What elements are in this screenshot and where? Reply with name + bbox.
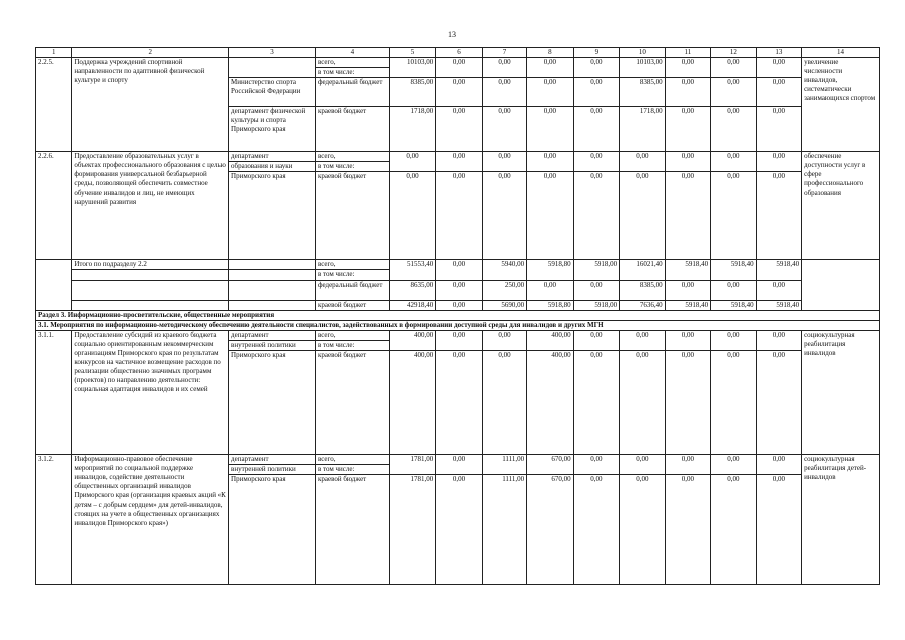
section-title: Раздел 3. Информационно-просветительские, общественные мероприятия bbox=[36, 310, 880, 320]
col-header: 11 bbox=[665, 48, 710, 58]
cell-value: 1781,00 bbox=[389, 475, 435, 585]
expected-result bbox=[802, 260, 880, 310]
executor: Приморского края bbox=[229, 172, 316, 260]
executor bbox=[229, 270, 316, 280]
row-label: всего, bbox=[315, 58, 389, 68]
row-label: краевой бюджет bbox=[315, 475, 389, 585]
cell-value: 0,00 bbox=[573, 172, 619, 260]
cell-value: 670,00 bbox=[527, 475, 573, 585]
col-header: 7 bbox=[482, 48, 526, 58]
cell-value: 5690,00 bbox=[482, 300, 526, 310]
item-number bbox=[36, 260, 72, 310]
cell-value: 1718,00 bbox=[620, 107, 665, 152]
cell-value: 0,00 bbox=[573, 107, 619, 152]
cell-value: 0,00 bbox=[756, 58, 801, 78]
header-row bbox=[36, 48, 880, 58]
cell-value: 0,00 bbox=[711, 58, 756, 78]
executor: департамент bbox=[229, 152, 316, 162]
cell-value: 0,00 bbox=[527, 280, 573, 300]
cell-value: 0,00 bbox=[436, 172, 482, 260]
cell-value: 0,00 bbox=[527, 78, 573, 107]
cell-value: 8385,00 bbox=[389, 78, 435, 107]
cell-value: 5918,40 bbox=[756, 300, 801, 310]
executor: Приморского края bbox=[229, 475, 316, 585]
cell-value: 0,00 bbox=[665, 330, 710, 350]
cell-value: 0,00 bbox=[665, 172, 710, 260]
executor: внутренней политики bbox=[229, 340, 316, 350]
cell-value: 10103,00 bbox=[389, 58, 435, 78]
item-number: 2.2.6. bbox=[36, 152, 72, 260]
col-header: 6 bbox=[436, 48, 482, 58]
item-number: 2.2.5. bbox=[36, 58, 72, 152]
table-row bbox=[36, 152, 880, 162]
executor bbox=[229, 58, 316, 78]
cell-value: 0,00 bbox=[389, 152, 435, 172]
cell-value: 0,00 bbox=[482, 107, 526, 152]
empty-cell bbox=[72, 300, 229, 310]
row-label: всего, bbox=[315, 260, 389, 270]
cell-value: 0,00 bbox=[756, 172, 801, 260]
cell-value: 5918,40 bbox=[711, 300, 756, 310]
cell-value: 0,00 bbox=[389, 172, 435, 260]
col-header: 12 bbox=[711, 48, 756, 58]
cell-value: 0,00 bbox=[436, 78, 482, 107]
cell-value: 0,00 bbox=[436, 152, 482, 172]
cell-value: 0,00 bbox=[620, 351, 665, 455]
cell-value: 0,00 bbox=[482, 351, 526, 455]
cell-value: 400,00 bbox=[389, 351, 435, 455]
cell-value: 0,00 bbox=[436, 260, 482, 280]
cell-value: 0,00 bbox=[527, 172, 573, 260]
expected-result: социокультурная реабилитация инвалидов bbox=[802, 330, 880, 454]
row-label: в том числе: bbox=[315, 340, 389, 350]
cell-value: 0,00 bbox=[573, 330, 619, 350]
executor: Министерство спорта Российской Федерации bbox=[229, 78, 316, 107]
cell-value: 0,00 bbox=[620, 152, 665, 172]
table-row bbox=[36, 455, 880, 465]
cell-value: 0,00 bbox=[620, 172, 665, 260]
cell-value: 250,00 bbox=[482, 280, 526, 300]
executor bbox=[229, 260, 316, 270]
empty-cell bbox=[72, 280, 229, 300]
cell-value: 400,00 bbox=[527, 351, 573, 455]
expected-result: социокультурная реабилитация детей-инвалидов bbox=[802, 455, 880, 585]
table-row bbox=[36, 300, 880, 310]
cell-value: 0,00 bbox=[573, 351, 619, 455]
empty-cell bbox=[72, 270, 229, 280]
cell-value: 0,00 bbox=[665, 78, 710, 107]
cell-value: 0,00 bbox=[436, 280, 482, 300]
cell-value: 0,00 bbox=[620, 330, 665, 350]
col-header: 5 bbox=[389, 48, 435, 58]
item-number: 3.1.1. bbox=[36, 330, 72, 454]
cell-value: 0,00 bbox=[573, 455, 619, 475]
item-name: Информационно-правовое обеспечение мероприятий по социальной поддержке инвалидов, содействие деятельности общественных организаций инвалидов Приморского края (организация краевых акций «К детям – с добрым сердцем» для детей-инвалидов, стоящих на учете в общественных организациях инвалидов Приморского края») bbox=[72, 455, 229, 585]
cell-value: 0,00 bbox=[756, 107, 801, 152]
row-label: федеральный бюджет bbox=[315, 78, 389, 107]
cell-value: 1111,00 bbox=[482, 475, 526, 585]
cell-value: 51553,40 bbox=[389, 260, 435, 280]
col-header: 2 bbox=[72, 48, 229, 58]
cell-value: 5918,40 bbox=[665, 300, 710, 310]
cell-value: 0,00 bbox=[482, 172, 526, 260]
cell-value: 5918,00 bbox=[573, 260, 619, 280]
col-header: 8 bbox=[527, 48, 573, 58]
cell-value: 5940,00 bbox=[482, 260, 526, 280]
cell-value: 1111,00 bbox=[482, 455, 526, 475]
cell-value: 0,00 bbox=[527, 58, 573, 78]
row-label: в том числе: bbox=[315, 270, 389, 280]
table-row bbox=[36, 330, 880, 340]
cell-value: 0,00 bbox=[665, 152, 710, 172]
cell-value: 0,00 bbox=[711, 107, 756, 152]
row-label: всего, bbox=[315, 152, 389, 162]
table-row bbox=[36, 280, 880, 300]
subtotal-label: Итого по подразделу 2.2 bbox=[72, 260, 229, 270]
col-header: 10 bbox=[620, 48, 665, 58]
cell-value: 0,00 bbox=[711, 351, 756, 455]
row-label: краевой бюджет bbox=[315, 351, 389, 455]
cell-value: 0,00 bbox=[665, 475, 710, 585]
cell-value: 1781,00 bbox=[389, 455, 435, 475]
row-label: краевой бюджет bbox=[315, 172, 389, 260]
item-name: Предоставление образовательных услуг в объектах профессионального образования с целью формирования универсальной безбарьерной среды, позволяющей обеспечить совместное обучение инвалидов и лиц, не имеющих нарушений развития bbox=[72, 152, 229, 260]
executor bbox=[229, 300, 316, 310]
row-label: краевой бюджет bbox=[315, 107, 389, 152]
cell-value: 0,00 bbox=[665, 455, 710, 475]
cell-value: 8635,00 bbox=[389, 280, 435, 300]
cell-value: 0,00 bbox=[573, 78, 619, 107]
col-header: 1 bbox=[36, 48, 72, 58]
cell-value: 1718,00 bbox=[389, 107, 435, 152]
cell-value: 5918,40 bbox=[756, 260, 801, 280]
cell-value: 0,00 bbox=[665, 107, 710, 152]
col-header: 9 bbox=[573, 48, 619, 58]
executor: департамент физической культуры и спорта Приморского края bbox=[229, 107, 316, 152]
cell-value: 16021,40 bbox=[620, 260, 665, 280]
item-name: Предоставление субсидий из краевого бюджета социально ориентированным некоммерческим организациям Приморского края по результатам конкурсов на частичное возмещение расходов по реализации общественно значимых программ (проектов) по направлению деятельности: социальная адаптация инвалидов и их семей bbox=[72, 330, 229, 454]
cell-value: 0,00 bbox=[573, 280, 619, 300]
cell-value: 0,00 bbox=[756, 351, 801, 455]
cell-value: 7636,40 bbox=[620, 300, 665, 310]
cell-value: 0,00 bbox=[756, 280, 801, 300]
program-table bbox=[35, 47, 880, 585]
cell-value: 0,00 bbox=[482, 78, 526, 107]
cell-value: 0,00 bbox=[756, 78, 801, 107]
expected-result: увеличение численности инвалидов, систематически занимающихся спортом bbox=[802, 58, 880, 152]
cell-value: 0,00 bbox=[665, 58, 710, 78]
cell-value: 0,00 bbox=[436, 58, 482, 78]
cell-value: 5918,40 bbox=[711, 260, 756, 280]
row-label: всего, bbox=[315, 330, 389, 340]
cell-value: 670,00 bbox=[527, 455, 573, 475]
cell-value: 5918,00 bbox=[573, 300, 619, 310]
row-label: в том числе: bbox=[315, 162, 389, 172]
cell-value: 5918,40 bbox=[665, 260, 710, 280]
cell-value: 400,00 bbox=[527, 330, 573, 350]
row-label: в том числе: bbox=[315, 68, 389, 78]
cell-value: 0,00 bbox=[756, 475, 801, 585]
cell-value: 0,00 bbox=[573, 475, 619, 585]
cell-value: 0,00 bbox=[436, 455, 482, 475]
cell-value: 0,00 bbox=[711, 152, 756, 172]
cell-value: 0,00 bbox=[436, 351, 482, 455]
subsection-title: 3.1. Мероприятия по информационно-методическому обеспечению деятельности специалистов, задействованных в формировании доступной среды для инвалидов и других МГН bbox=[36, 320, 880, 330]
cell-value: 0,00 bbox=[620, 475, 665, 585]
cell-value: 0,00 bbox=[573, 152, 619, 172]
cell-value: 5918,80 bbox=[527, 300, 573, 310]
cell-value: 0,00 bbox=[482, 58, 526, 78]
cell-value: 0,00 bbox=[573, 58, 619, 78]
cell-value: 0,00 bbox=[665, 351, 710, 455]
row-label: в том числе: bbox=[315, 465, 389, 475]
item-name: Поддержка учреждений спортивной направленности по адаптивной физической культуре и спорту bbox=[72, 58, 229, 152]
cell-value: 42918,40 bbox=[389, 300, 435, 310]
col-header: 14 bbox=[802, 48, 880, 58]
cell-value: 0,00 bbox=[436, 107, 482, 152]
cell-value: 0,00 bbox=[436, 330, 482, 350]
cell-value: 0,00 bbox=[665, 280, 710, 300]
cell-value: 0,00 bbox=[711, 172, 756, 260]
cell-value: 0,00 bbox=[436, 475, 482, 585]
executor: департамент bbox=[229, 455, 316, 465]
col-header: 3 bbox=[229, 48, 316, 58]
row-label: краевой бюджет bbox=[315, 300, 389, 310]
cell-value: 0,00 bbox=[756, 330, 801, 350]
cell-value: 10103,00 bbox=[620, 58, 665, 78]
cell-value: 0,00 bbox=[482, 330, 526, 350]
cell-value: 400,00 bbox=[389, 330, 435, 350]
table-row bbox=[36, 58, 880, 68]
executor bbox=[229, 280, 316, 300]
col-header: 4 bbox=[315, 48, 389, 58]
section-row bbox=[36, 320, 880, 330]
row-label: федеральный бюджет bbox=[315, 280, 389, 300]
cell-value: 0,00 bbox=[436, 300, 482, 310]
cell-value: 0,00 bbox=[711, 455, 756, 475]
expected-result: обеспечение доступности услуг в сфере профессионального образования bbox=[802, 152, 880, 260]
executor: внутренней политики bbox=[229, 465, 316, 475]
page-number: 13 bbox=[448, 30, 456, 39]
executor: Приморского края bbox=[229, 351, 316, 455]
cell-value: 0,00 bbox=[620, 455, 665, 475]
cell-value: 0,00 bbox=[527, 152, 573, 172]
row-label: всего, bbox=[315, 455, 389, 465]
item-number: 3.1.2. bbox=[36, 455, 72, 585]
cell-value: 8385,00 bbox=[620, 78, 665, 107]
executor: образования и науки bbox=[229, 162, 316, 172]
cell-value: 0,00 bbox=[711, 78, 756, 107]
cell-value: 0,00 bbox=[527, 107, 573, 152]
cell-value: 0,00 bbox=[711, 475, 756, 585]
section-row bbox=[36, 310, 880, 320]
cell-value: 5918,80 bbox=[527, 260, 573, 280]
table-row bbox=[36, 260, 880, 270]
cell-value: 0,00 bbox=[756, 455, 801, 475]
cell-value: 0,00 bbox=[756, 152, 801, 172]
col-header: 13 bbox=[756, 48, 801, 58]
cell-value: 8385,00 bbox=[620, 280, 665, 300]
executor: департамент bbox=[229, 330, 316, 340]
cell-value: 0,00 bbox=[482, 152, 526, 172]
cell-value: 0,00 bbox=[711, 330, 756, 350]
cell-value: 0,00 bbox=[711, 280, 756, 300]
